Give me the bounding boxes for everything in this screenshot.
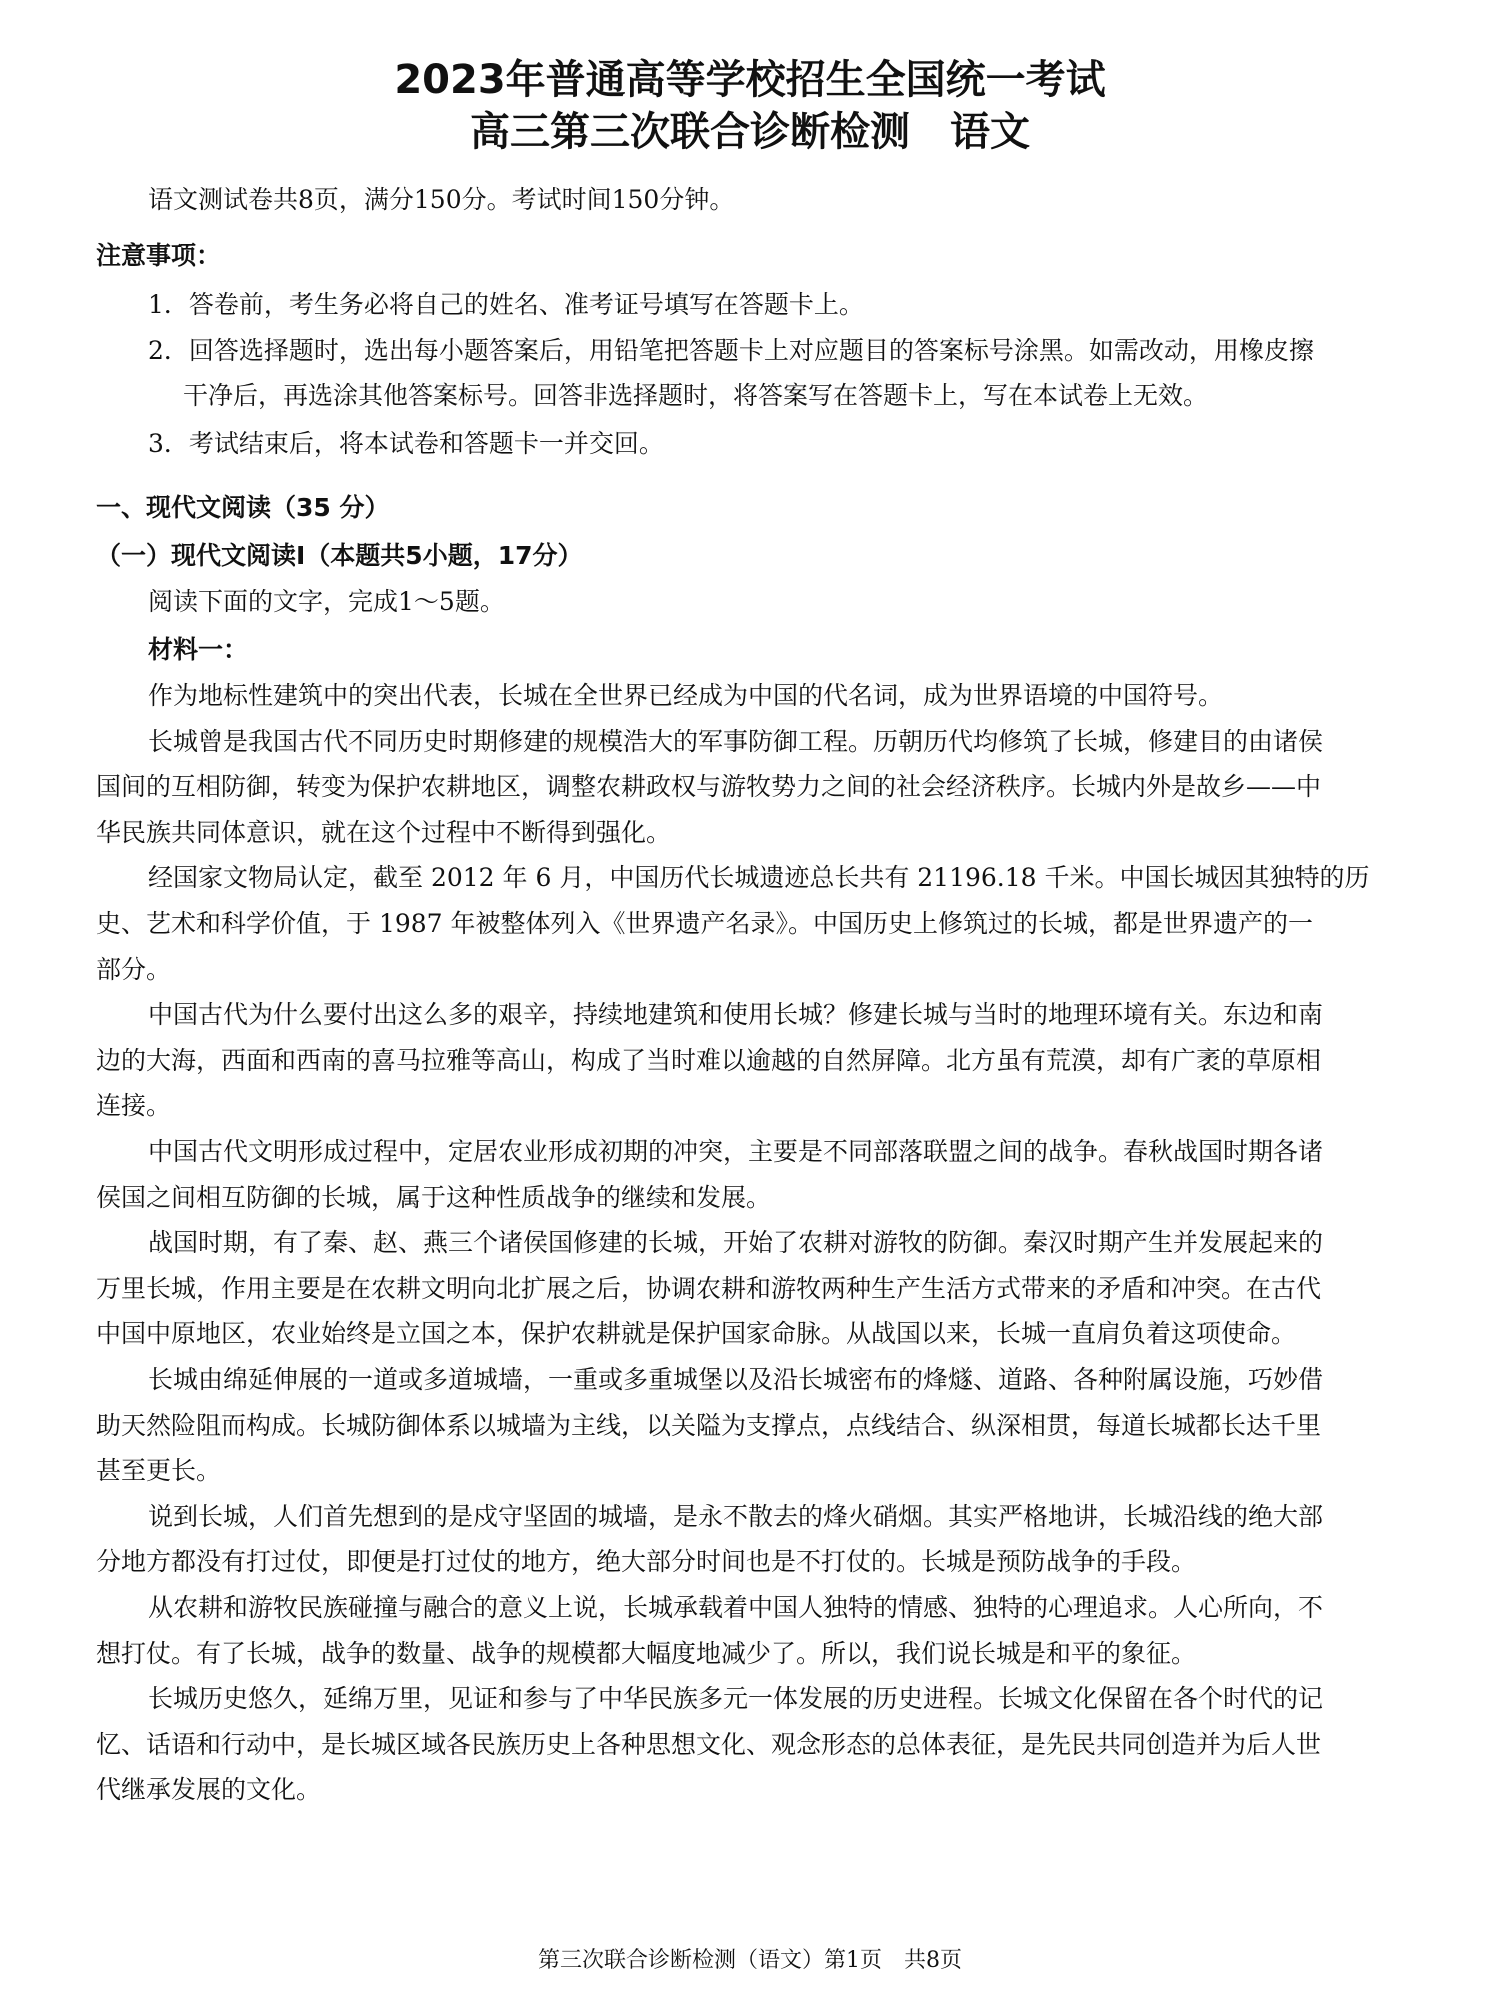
- notice-item: 1．答卷前，考生务必将自己的姓名、准考证号填写在答题卡上。: [148, 290, 864, 319]
- passage-line: 代继承发展的文化。: [96, 1775, 322, 1804]
- passage-line: 万里长城，作用主要是在农耕文明向北扩展之后，协调农耕和游牧两种生产生活方式带来的矛盾和冲突。在古代: [96, 1274, 1322, 1303]
- passage-line: 中国中原地区，农业始终是立国之本，保护农耕就是保护国家命脉。从战国以来，长城一直肩负着这项使命。: [96, 1319, 1297, 1348]
- passage-line: 部分。: [96, 955, 172, 984]
- passage-line: 甚至更长。: [96, 1456, 222, 1485]
- passage-line: 从农耕和游牧民族碰撞与融合的意义上说，长城承载着中国人独特的情感、独特的心理追求。人心所向，不: [148, 1593, 1324, 1622]
- passage-line: 中国古代文明形成过程中，定居农业形成初期的冲突，主要是不同部落联盟之间的战争。春秋战国时期各诸: [148, 1137, 1324, 1166]
- passage-line: 长城由绵延伸展的一道或多道城墙，一重或多重城堡以及沿长城密布的烽燧、道路、各种附属设施，巧妙借: [148, 1365, 1324, 1394]
- passage-line: 侯国之间相互防御的长城，属于这种性质战争的继续和发展。: [96, 1183, 772, 1212]
- passage-line: 长城历史悠久，延绵万里，见证和参与了中华民族多元一体发展的历史进程。长城文化保留在各个时代的记: [148, 1684, 1324, 1713]
- passage-line: 忆、话语和行动中，是长城区域各民族历史上各种思想文化、观念形态的总体表征，是先民共同创造并为后人世: [96, 1730, 1322, 1759]
- passage-line: 华民族共同体意识，就在这个过程中不断得到强化。: [96, 818, 672, 847]
- notice-heading: 注意事项：: [96, 241, 222, 270]
- exam-subtitle-main: 高三第三次联合诊断检测: [470, 109, 910, 155]
- subsection-heading: （一）现代文阅读Ⅰ（本题共5小题，17分）: [96, 541, 583, 570]
- passage-line: 国间的互相防御，转变为保护农耕地区，调整农耕政权与游牧势力之间的社会经济秩序。长城内外是故乡——中: [96, 772, 1322, 801]
- notice-item: 2．回答选择题时，选出每小题答案后，用铅笔把答题卡上对应题目的答案标号涂黑。如需改动，用橡皮擦: [148, 336, 1314, 365]
- passage-line: 长城曾是我国古代不同历史时期修建的规模浩大的军事防御工程。历朝历代均修筑了长城，修建目的由诸侯: [148, 727, 1324, 756]
- passage-line: 说到长城，人们首先想到的是戍守坚固的城墙，是永不散去的烽火硝烟。其实严格地讲，长城沿线的绝大部: [148, 1502, 1324, 1531]
- passage-line: 助天然险阻而构成。长城防御体系以城墙为主线，以关隘为支撑点，点线结合、纵深相贯，每道长城都长达千里: [96, 1411, 1322, 1440]
- intro-text: 语文测试卷共8页，满分150分。考试时间150分钟。: [148, 185, 735, 214]
- section-heading: 一、现代文阅读（35 分）: [96, 493, 390, 522]
- exam-subtitle: [0, 100, 1500, 157]
- passage-line: 经国家文物局认定，截至 2012 年 6 月，中国历代长城遗迹总长共有 21196.18 千米。中国长城因其独特的历: [148, 863, 1370, 892]
- passage-line: 边的大海，西面和西南的喜马拉雅等高山，构成了当时难以逾越的自然屏障。北方虽有荒漠，却有广袤的草原相: [96, 1046, 1322, 1075]
- material-label: 材料一：: [148, 635, 249, 664]
- reading-instruction: 阅读下面的文字，完成1～5题。: [148, 587, 505, 616]
- notice-item: 3．考试结束后，将本试卷和答题卡一并交回。: [148, 429, 664, 458]
- exam-subject: 语文: [950, 109, 1030, 155]
- passage-line: 连接。: [96, 1091, 172, 1120]
- page-footer: 第三次联合诊断检测（语文）第1页 共8页: [538, 1948, 962, 1973]
- passage-line: 中国古代为什么要付出这么多的艰辛，持续地建筑和使用长城？修建长城与当时的地理环境有关。东边和南: [148, 1000, 1324, 1029]
- passage-line: 战国时期，有了秦、赵、燕三个诸侯国修建的长城，开始了农耕对游牧的防御。秦汉时期产生并发展起来的: [148, 1228, 1324, 1257]
- exam-title: 2023年普通高等学校招生全国统一考试: [394, 57, 1106, 103]
- passage-line: 作为地标性建筑中的突出代表，长城在全世界已经成为中国的代名词，成为世界语境的中国符号。: [148, 681, 1224, 710]
- passage-line: 分地方都没有打过仗，即便是打过仗的地方，绝大部分时间也是不打仗的。长城是预防战争的手段。: [96, 1547, 1197, 1576]
- passage-line: 想打仗。有了长城，战争的数量、战争的规模都大幅度地减少了。所以，我们说长城是和平的象征。: [96, 1639, 1197, 1668]
- passage-line: 史、艺术和科学价值，于 1987 年被整体列入《世界遗产名录》。中国历史上修筑过的长城，都是世界遗产的一: [96, 909, 1314, 938]
- notice-item-continued: 干净后，再选涂其他答案标号。回答非选择题时，将答案写在答题卡上，写在本试卷上无效。: [183, 381, 1209, 410]
